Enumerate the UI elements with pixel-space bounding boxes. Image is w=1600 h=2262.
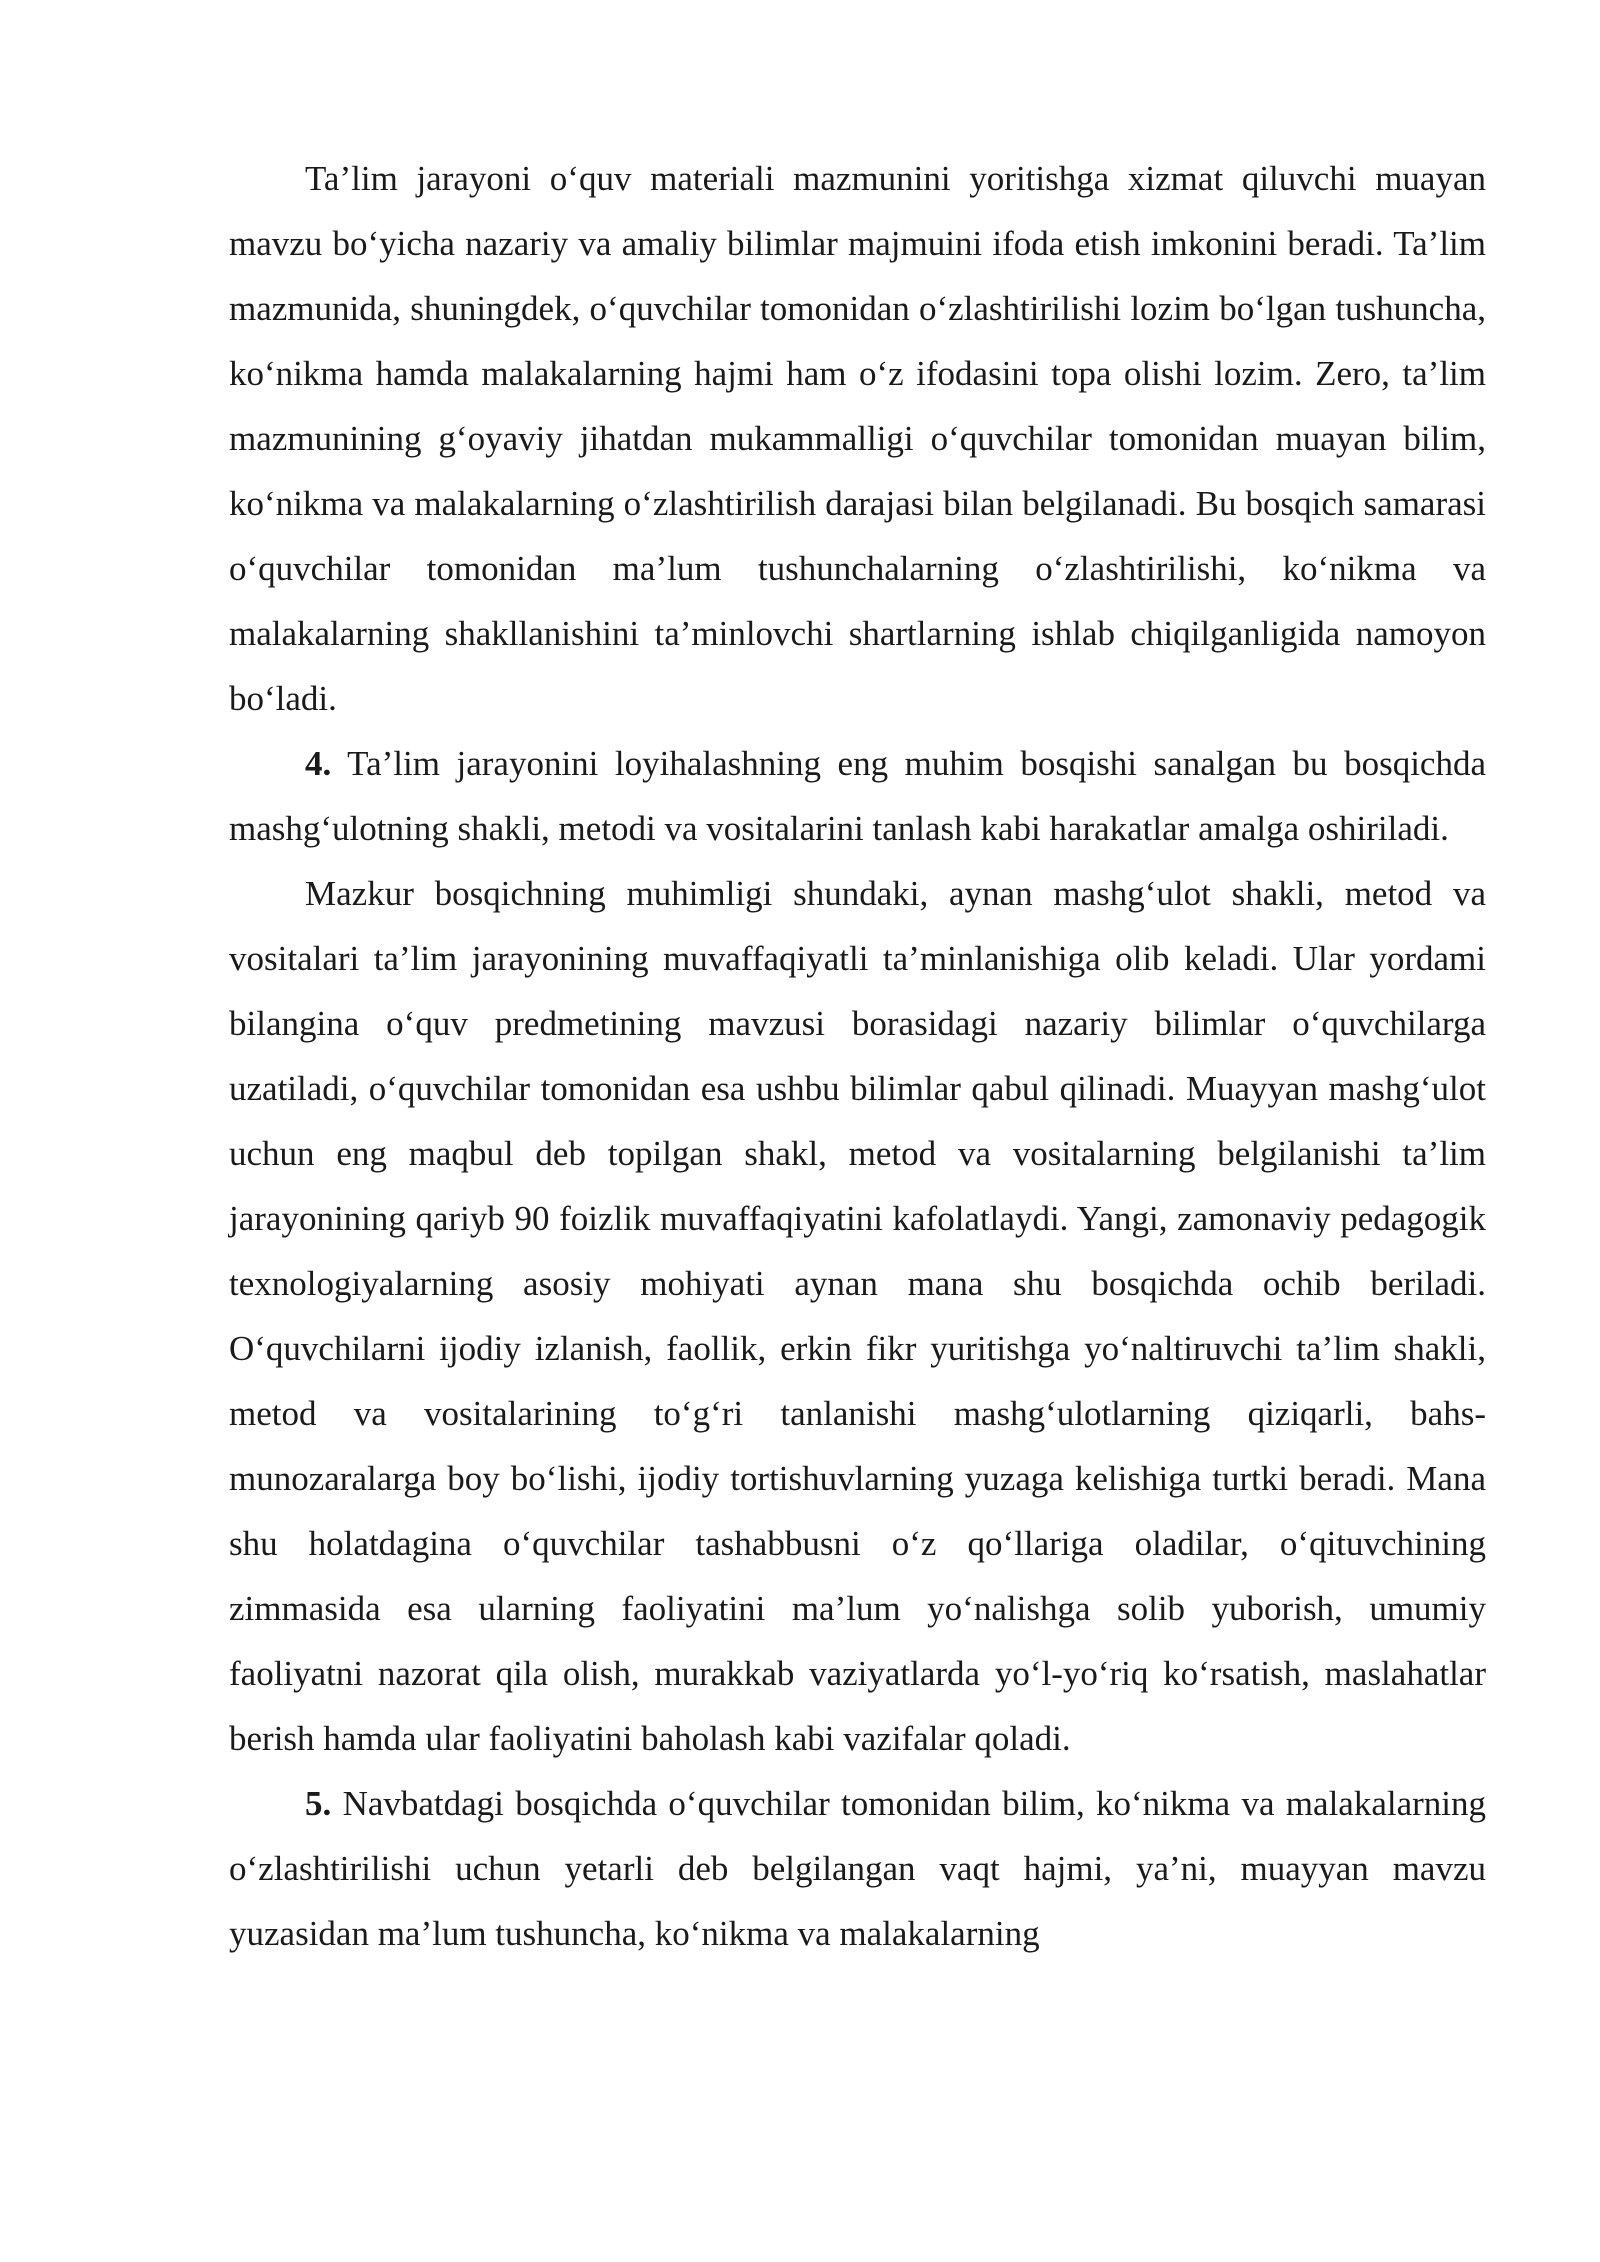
step-number: 4.: [305, 744, 332, 783]
paragraph-text: Ta’lim jarayoni o‘quv materiali mazmunini yoritishga xizmat qiluvchi muayan mavzu bo‘yicha nazariy va amaliy bilimlar majmuini ifoda etish imkonini beradi. Ta’lim mazmunida, shuningdek, o‘quvchilar tomonidan o‘zlashtirilishi lozim bo‘lgan tushuncha, ko‘nikma hamda malakalarning hajmi ham o‘z ifodasini topa olishi lozim. Zero, ta’lim mazmunining g‘oyaviy jihatdan mukammalligi o‘quvchilar tomonidan muayan bilim, ko‘nikma va malakalarning o‘zlashtirilish darajasi bilan belgilanadi. Bu bosqich samarasi o‘quvchilar tomonidan ma’lum tushunchalarning o‘zlashtirilishi, ko‘nikma va malakalarning shakllanishini ta’minlovchi shartlarning ishlab chiqilganligida namoyon bo‘ladi.: [229, 159, 1486, 718]
paragraph-step-5: [229, 1771, 1486, 1966]
paragraph-step-4-detail: [229, 861, 1486, 1771]
paragraph-text: Navbatdagi bosqichda o‘quvchilar tomonidan bilim, ko‘nikma va malakalarning o‘zlashtirilishi uchun yetarli deb belgilangan vaqt hajmi, ya’ni, muayyan mavzu yuzasidan ma’lum tushuncha, ko‘nikma va malakalarning: [229, 1784, 1486, 1953]
document-page: [229, 146, 1486, 1966]
step-number: 5.: [305, 1784, 332, 1823]
paragraph-intro: [229, 146, 1486, 731]
paragraph-text: Ta’lim jarayonini loyihalashning eng muhim bosqishi sanalgan bu bosqichda mashg‘ulotning shakli, metodi va vositalarini tanlash kabi harakatlar amalga oshiriladi.: [229, 744, 1486, 848]
paragraph-step-4: [229, 731, 1486, 861]
paragraph-text: Mazkur bosqichning muhimligi shundaki, aynan mashg‘ulot shakli, metod va vositalari ta’lim jarayonining muvaffaqiyatli ta’minlanishiga olib keladi. Ular yordami bilangina o‘quv predmetining mavzusi borasidagi nazariy bilimlar o‘quvchilarga uzatiladi, o‘quvchilar tomonidan esa ushbu bilimlar qabul qilinadi. Muayyan mashg‘ulot uchun eng maqbul deb topilgan shakl, metod va vositalarning belgilanishi ta’lim jarayonining qariyb 90 foizlik muvaffaqiyatini kafolatlaydi. Yangi, zamonaviy pedagogik texnologiyalarning asosiy mohiyati aynan mana shu bosqichda ochib beriladi. O‘quvchilarni ijodiy izlanish, faollik, erkin fikr yuritishga yo‘naltiruvchi ta’lim shakli, metod va vositalarining to‘g‘ri tanlanishi mashg‘ulotlarning qiziqarli, bahs-munozaralarga boy bo‘lishi, ijodiy tortishuvlarning yuzaga kelishiga turtki beradi. Mana shu holatdagina o‘quvchilar tashabbusni o‘z qo‘llariga oladilar, o‘qituvchining zimmasida esa ularning faoliyatini ma’lum yo‘nalishga solib yuborish, umumiy faoliyatni nazorat qila olish, murakkab vaziyatlarda yo‘l-yo‘riq ko‘rsatish, maslahatlar berish hamda ular faoliyatini baholash kabi vazifalar qoladi.: [229, 874, 1486, 1758]
